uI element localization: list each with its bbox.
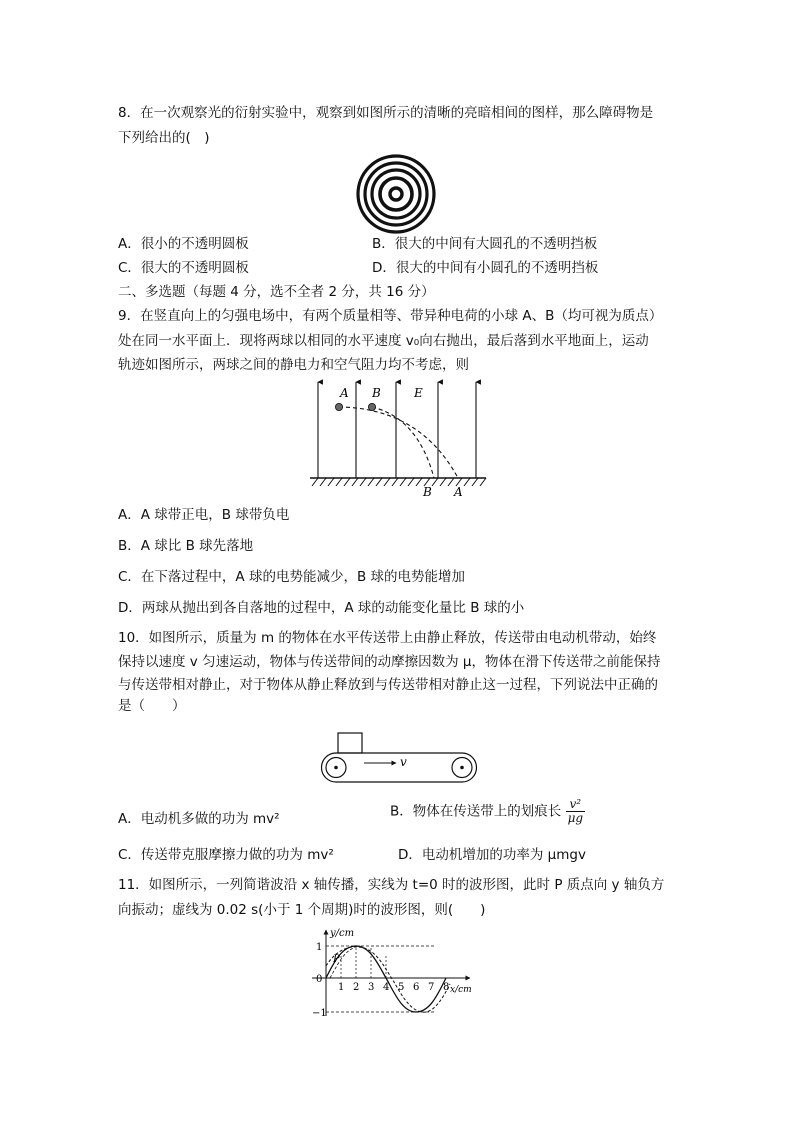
q10-stem-line4: 是（ ） bbox=[118, 698, 186, 714]
q8-option-c: C．很大的不透明圆板 bbox=[118, 260, 249, 276]
q10-option-b-fraction bbox=[566, 798, 585, 825]
q9-stem-line3: 轨迹如图所示，两球之间的静电力和空气阻力均不考虑，则 bbox=[118, 357, 469, 373]
q9-option-c: C．在下落过程中，A 球的电势能减少，B 球的电势能增加 bbox=[118, 569, 466, 585]
q11-x-tick: 4 bbox=[383, 982, 390, 993]
q9-option-a: A．A 球带正电，B 球带负电 bbox=[118, 507, 290, 523]
q9-stem-line1: 9．在竖直向上的匀强电场中，有两个质量相等、带异种电荷的小球 A、B（均可视为质点） bbox=[118, 308, 663, 324]
q9-stem-line2: 处在同一水平面上．现将两球以相同的水平速度 v₀向右抛出，最后落到水平地面上，运动 bbox=[118, 333, 649, 349]
q8-diffraction-rings-figure bbox=[356, 154, 436, 234]
q10-option-a: A．电动机多做的功为 mv² bbox=[118, 811, 280, 827]
q9-electric-field-figure bbox=[310, 378, 490, 498]
q10-option-b-denominator: μg bbox=[567, 811, 584, 825]
q11-x-tick: 6 bbox=[413, 982, 420, 993]
q9-ground-label-b: B bbox=[423, 485, 432, 499]
q11-wave-graph-figure bbox=[308, 926, 488, 1022]
q11-stem-line2: 向振动；虚线为 0.02 s(小于 1 个周期)时的波形图，则( ) bbox=[118, 902, 486, 918]
q8-stem-line2: 下列给出的( ) bbox=[118, 130, 210, 146]
q11-y-axis-label: y/cm bbox=[330, 928, 355, 939]
q11-y-top-label: 1 bbox=[316, 942, 323, 953]
q11-x-tick: 1 bbox=[338, 982, 345, 993]
q8-option-d: D．很大的中间有小圆孔的不透明挡板 bbox=[372, 260, 599, 276]
q11-origin-label: 0 bbox=[316, 974, 323, 985]
q8-option-b: B．很大的中间有大圆孔的不透明挡板 bbox=[372, 236, 598, 252]
q10-option-b-text: B．物体在传送带上的划痕长 bbox=[390, 803, 562, 820]
q8-stem-line1: 8．在一次观察光的衍射实验中，观察到如图所示的清晰的亮暗相间的图样，那么障碍物是 bbox=[118, 105, 654, 121]
section2-heading: 二、多选题（每题 4 分，选不全者 2 分，共 16 分） bbox=[118, 284, 435, 300]
q9-option-d: D．两球从抛出到各自落地的过程中，A 球的动能变化量比 B 球的小 bbox=[118, 600, 525, 616]
q11-x-tick: 3 bbox=[368, 982, 375, 993]
q11-x-axis-label: x/cm bbox=[450, 985, 472, 995]
q9-label-e: E bbox=[414, 386, 423, 400]
q8-option-a: A．很小的不透明圆板 bbox=[118, 236, 249, 252]
q11-x-tick: 5 bbox=[398, 982, 405, 993]
q10-option-b bbox=[390, 798, 585, 825]
q9-ground-label-a: A bbox=[454, 485, 463, 499]
q11-x-tick: 8 bbox=[443, 982, 450, 993]
q11-y-bottom-label: −1 bbox=[312, 1008, 327, 1019]
q10-stem-line2: 保持以速度 v 匀速运动，物体与传送带间的动摩擦因数为 μ，物体在滑下传送带之前能保持 bbox=[118, 654, 661, 670]
q10-velocity-label: v bbox=[400, 755, 407, 769]
q10-option-c: C．传送带克服摩擦力做的功为 mv² bbox=[118, 847, 334, 863]
q9-label-a: A bbox=[340, 386, 349, 400]
q10-option-b-numerator: v² bbox=[566, 798, 585, 812]
q11-p-label: P bbox=[333, 954, 340, 965]
q9-label-b: B bbox=[372, 386, 381, 400]
q10-stem-line3: 与传送带相对静止，对于物体从静止释放到与传送带相对静止这一过程，下列说法中正确的 bbox=[118, 677, 658, 693]
q11-x-tick: 7 bbox=[428, 982, 435, 993]
q11-stem-line1: 11．如图所示，一列简谐波沿 x 轴传播，实线为 t=0 时的波形图，此时 P 质点向 y 轴负方 bbox=[118, 877, 665, 893]
q10-conveyor-belt-figure bbox=[318, 730, 480, 788]
q10-stem-line1: 10．如图所示，质量为 m 的物体在水平传送带上由静止释放，传送带由电动机带动，始终 bbox=[118, 630, 657, 646]
q11-x-tick: 2 bbox=[353, 982, 360, 993]
q10-option-d: D．电动机增加的功率为 μmgv bbox=[398, 847, 586, 863]
q9-option-b: B．A 球比 B 球先落地 bbox=[118, 538, 254, 554]
